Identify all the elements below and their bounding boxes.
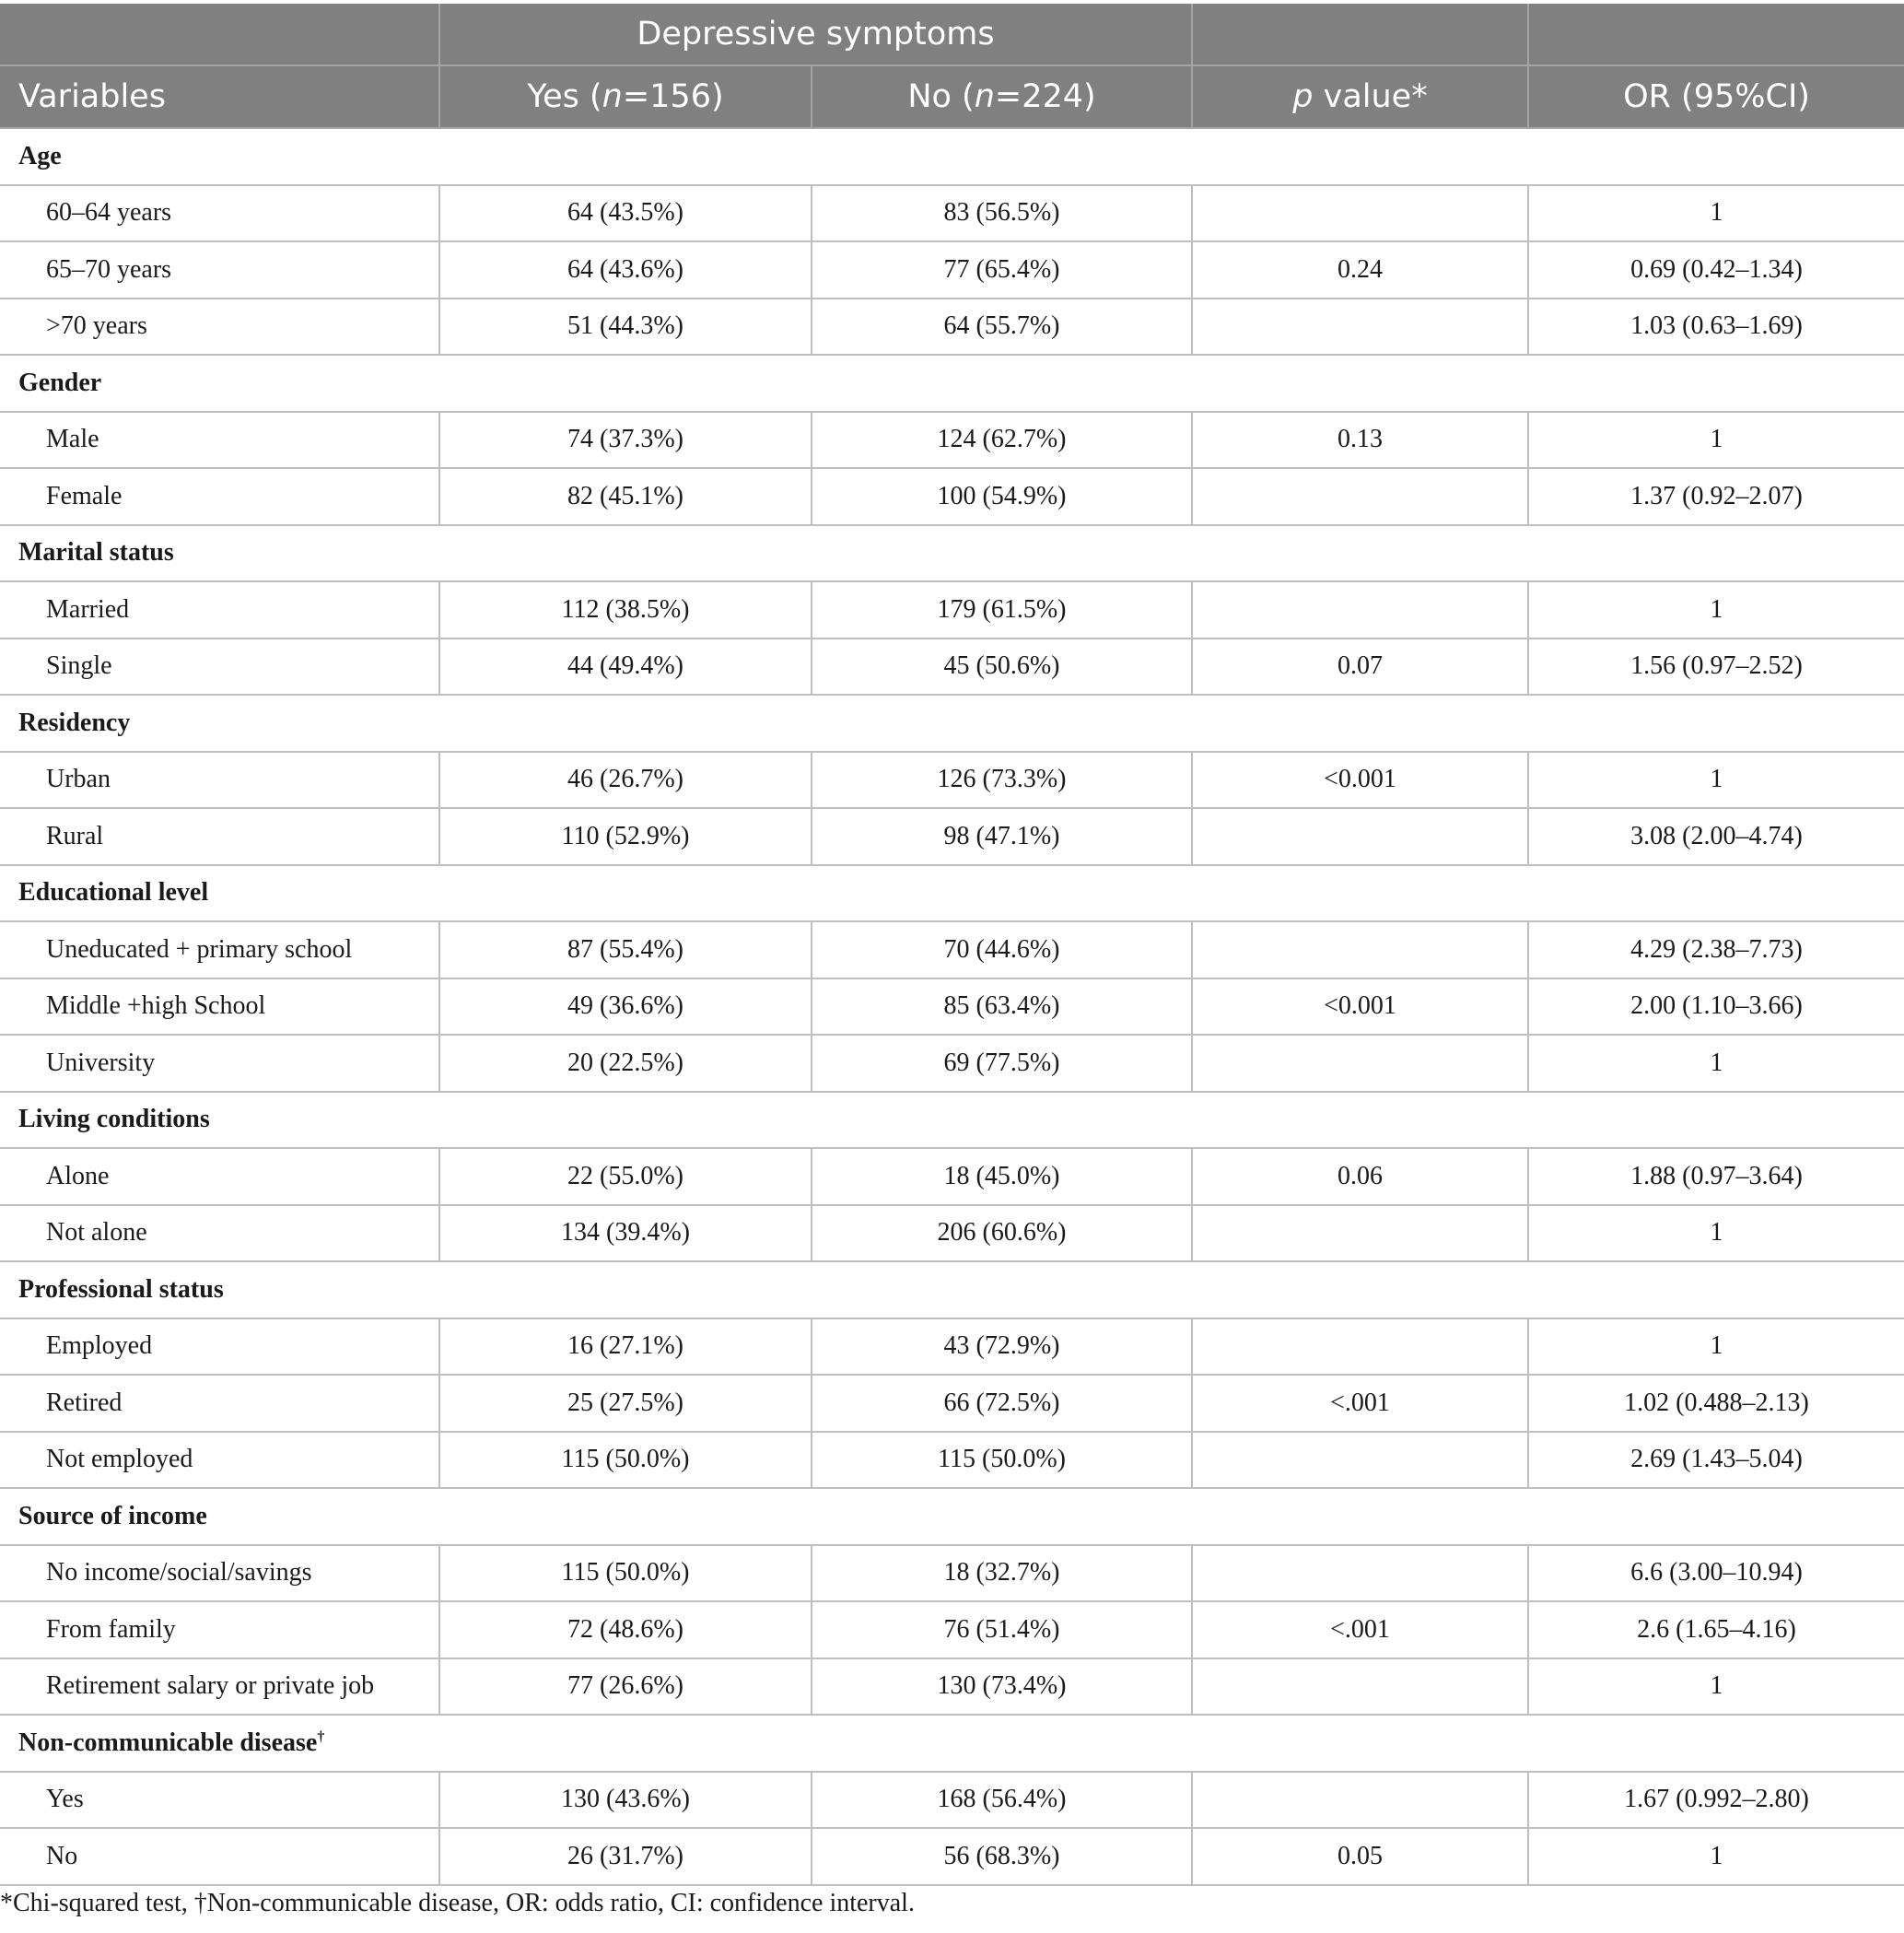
row-label: Male	[0, 412, 439, 469]
or-cell: 2.69 (1.43–5.04)	[1528, 1432, 1904, 1489]
group-label-text: Marital status	[18, 538, 174, 568]
header-yes-suffix: =156)	[622, 78, 724, 115]
group-label	[0, 128, 1904, 185]
or-cell: 1.37 (0.92–2.07)	[1528, 468, 1904, 525]
or-cell: 1.02 (0.488–2.13)	[1528, 1375, 1904, 1432]
header-row	[0, 65, 1904, 128]
header-blank	[1192, 4, 1528, 65]
or-cell: 1.67 (0.992–2.80)	[1528, 1772, 1904, 1829]
row-label: Uneducated + primary school	[0, 921, 439, 978]
yes-cell: 130 (43.6%)	[439, 1772, 812, 1829]
p-value-cell	[1192, 1432, 1528, 1489]
header-depressive-symptoms: Depressive symptoms	[439, 4, 1192, 65]
header-blank	[1528, 4, 1904, 65]
no-cell: 64 (55.7%)	[812, 299, 1192, 356]
p-value-cell: <.001	[1192, 1375, 1528, 1432]
table-row	[0, 1205, 1904, 1262]
row-label: No income/social/savings	[0, 1545, 439, 1602]
table-row	[0, 1432, 1904, 1489]
no-cell: 43 (72.9%)	[812, 1318, 1192, 1376]
p-value-cell: <0.001	[1192, 978, 1528, 1036]
table-row	[0, 1601, 1904, 1658]
p-value-cell	[1192, 185, 1528, 242]
header-no-suffix: =224)	[994, 78, 1096, 115]
yes-cell: 25 (27.5%)	[439, 1375, 812, 1432]
no-cell: 18 (45.0%)	[812, 1148, 1192, 1205]
or-cell: 1	[1528, 1658, 1904, 1716]
yes-cell: 64 (43.5%)	[439, 185, 812, 242]
header-no-prefix: No (	[907, 78, 975, 115]
no-cell: 18 (32.7%)	[812, 1545, 1192, 1602]
group-label-text: Non-communicable disease	[18, 1728, 318, 1757]
header-yes	[439, 65, 812, 128]
or-cell: 0.69 (0.42–1.34)	[1528, 241, 1904, 299]
or-cell: 2.6 (1.65–4.16)	[1528, 1601, 1904, 1658]
row-label: Married	[0, 581, 439, 638]
row-label: Alone	[0, 1148, 439, 1205]
row-label: Urban	[0, 752, 439, 809]
header-no	[812, 65, 1192, 128]
row-label: Not employed	[0, 1432, 439, 1489]
table-row	[0, 1148, 1904, 1205]
or-cell: 3.08 (2.00–4.74)	[1528, 808, 1904, 865]
table-body	[0, 128, 1904, 1885]
table-row	[0, 299, 1904, 356]
no-cell: 77 (65.4%)	[812, 241, 1192, 299]
row-label: Middle +high School	[0, 978, 439, 1036]
p-value-cell	[1192, 1318, 1528, 1376]
row-label: Retired	[0, 1375, 439, 1432]
table-row	[0, 1545, 1904, 1602]
or-cell: 1.56 (0.97–2.52)	[1528, 638, 1904, 696]
group-row	[0, 865, 1904, 922]
row-label: Female	[0, 468, 439, 525]
yes-cell: 20 (22.5%)	[439, 1035, 812, 1092]
group-label-text: Age	[18, 141, 62, 170]
no-cell: 69 (77.5%)	[812, 1035, 1192, 1092]
table-row	[0, 1375, 1904, 1432]
yes-cell: 44 (49.4%)	[439, 638, 812, 696]
yes-cell: 82 (45.1%)	[439, 468, 812, 525]
or-cell: 6.6 (3.00–10.94)	[1528, 1545, 1904, 1602]
yes-cell: 110 (52.9%)	[439, 808, 812, 865]
row-label: 60–64 years	[0, 185, 439, 242]
header-p-value	[1192, 65, 1528, 128]
row-label: >70 years	[0, 299, 439, 356]
p-value-cell: <0.001	[1192, 752, 1528, 809]
yes-cell: 112 (38.5%)	[439, 581, 812, 638]
row-label: Yes	[0, 1772, 439, 1829]
header-yes-n: n	[602, 78, 623, 115]
header-blank	[0, 4, 439, 65]
no-cell: 124 (62.7%)	[812, 412, 1192, 469]
row-label: Rural	[0, 808, 439, 865]
table-row	[0, 1658, 1904, 1716]
yes-cell: 22 (55.0%)	[439, 1148, 812, 1205]
table-row	[0, 808, 1904, 865]
yes-cell: 74 (37.3%)	[439, 412, 812, 469]
table-row	[0, 1318, 1904, 1376]
or-cell: 1	[1528, 1318, 1904, 1376]
row-label: 65–70 years	[0, 241, 439, 299]
p-value-cell: 0.13	[1192, 412, 1528, 469]
no-cell: 98 (47.1%)	[812, 808, 1192, 865]
group-row	[0, 1092, 1904, 1149]
or-cell: 1	[1528, 1205, 1904, 1262]
table-row	[0, 1035, 1904, 1092]
row-label: University	[0, 1035, 439, 1092]
p-value-cell	[1192, 1545, 1528, 1602]
no-cell: 100 (54.9%)	[812, 468, 1192, 525]
header-yes-prefix: Yes (	[527, 78, 602, 115]
table-row	[0, 1828, 1904, 1885]
yes-cell: 87 (55.4%)	[439, 921, 812, 978]
table-row	[0, 581, 1904, 638]
group-label	[0, 1488, 1904, 1545]
yes-cell: 51 (44.3%)	[439, 299, 812, 356]
p-value-cell	[1192, 1035, 1528, 1092]
group-row	[0, 1488, 1904, 1545]
group-row	[0, 128, 1904, 185]
or-cell: 1	[1528, 185, 1904, 242]
header-or: OR (95%CI)	[1528, 65, 1904, 128]
group-row	[0, 695, 1904, 752]
footnote: *Chi-squared test, †Non-communicable disease, OR: odds ratio, CI: confidence interval.	[0, 1889, 915, 1917]
header-no-n: n	[974, 78, 995, 115]
table-row	[0, 1772, 1904, 1829]
table-row	[0, 978, 1904, 1036]
or-cell: 4.29 (2.38–7.73)	[1528, 921, 1904, 978]
no-cell: 130 (73.4%)	[812, 1658, 1192, 1716]
group-label-text: Professional status	[18, 1274, 224, 1304]
yes-cell: 115 (50.0%)	[439, 1545, 812, 1602]
group-label-text: Residency	[18, 708, 131, 737]
or-cell: 1	[1528, 752, 1904, 809]
table-row	[0, 412, 1904, 469]
or-cell: 1	[1528, 581, 1904, 638]
table-row	[0, 241, 1904, 299]
group-label	[0, 1715, 1904, 1772]
or-cell: 1	[1528, 1828, 1904, 1885]
group-label	[0, 1261, 1904, 1318]
no-cell: 179 (61.5%)	[812, 581, 1192, 638]
group-label-sup: †	[317, 1728, 325, 1745]
no-cell: 83 (56.5%)	[812, 185, 1192, 242]
table-row	[0, 638, 1904, 696]
no-cell: 168 (56.4%)	[812, 1772, 1192, 1829]
p-value-cell	[1192, 468, 1528, 525]
header-p-suffix: value*	[1313, 78, 1428, 115]
p-value-cell	[1192, 808, 1528, 865]
group-label	[0, 355, 1904, 412]
group-label	[0, 1092, 1904, 1149]
no-cell: 66 (72.5%)	[812, 1375, 1192, 1432]
no-cell: 126 (73.3%)	[812, 752, 1192, 809]
no-cell: 56 (68.3%)	[812, 1828, 1192, 1885]
no-cell: 85 (63.4%)	[812, 978, 1192, 1036]
group-label	[0, 525, 1904, 582]
row-label: Employed	[0, 1318, 439, 1376]
group-row	[0, 1715, 1904, 1772]
yes-cell: 16 (27.1%)	[439, 1318, 812, 1376]
no-cell: 45 (50.6%)	[812, 638, 1192, 696]
p-value-cell: <.001	[1192, 1601, 1528, 1658]
group-label-text: Living conditions	[18, 1105, 210, 1134]
p-value-cell	[1192, 581, 1528, 638]
group-row	[0, 355, 1904, 412]
p-value-cell	[1192, 299, 1528, 356]
or-cell: 1.03 (0.63–1.69)	[1528, 299, 1904, 356]
p-value-cell: 0.07	[1192, 638, 1528, 696]
row-label: Single	[0, 638, 439, 696]
yes-cell: 64 (43.6%)	[439, 241, 812, 299]
yes-cell: 49 (36.6%)	[439, 978, 812, 1036]
p-value-cell	[1192, 1658, 1528, 1716]
header-row-top	[0, 4, 1904, 65]
yes-cell: 77 (26.6%)	[439, 1658, 812, 1716]
data-table	[0, 4, 1904, 1886]
yes-cell: 115 (50.0%)	[439, 1432, 812, 1489]
or-cell: 1	[1528, 412, 1904, 469]
header-p-italic: p	[1292, 78, 1314, 115]
group-label-text: Educational level	[18, 878, 209, 908]
table-row	[0, 752, 1904, 809]
row-label: From family	[0, 1601, 439, 1658]
p-value-cell	[1192, 921, 1528, 978]
group-row	[0, 1261, 1904, 1318]
no-cell: 70 (44.6%)	[812, 921, 1192, 978]
or-cell: 1.88 (0.97–3.64)	[1528, 1148, 1904, 1205]
p-value-cell	[1192, 1772, 1528, 1829]
no-cell: 206 (60.6%)	[812, 1205, 1192, 1262]
group-label	[0, 865, 1904, 922]
row-label: Retirement salary or private job	[0, 1658, 439, 1716]
group-row	[0, 525, 1904, 582]
yes-cell: 46 (26.7%)	[439, 752, 812, 809]
no-cell: 76 (51.4%)	[812, 1601, 1192, 1658]
p-value-cell	[1192, 1205, 1528, 1262]
yes-cell: 72 (48.6%)	[439, 1601, 812, 1658]
p-value-cell: 0.05	[1192, 1828, 1528, 1885]
or-cell: 2.00 (1.10–3.66)	[1528, 978, 1904, 1036]
header-variables: Variables	[0, 65, 439, 128]
group-label	[0, 695, 1904, 752]
table-row	[0, 921, 1904, 978]
table-row	[0, 185, 1904, 242]
group-label-text: Gender	[18, 368, 102, 397]
yes-cell: 26 (31.7%)	[439, 1828, 812, 1885]
or-cell: 1	[1528, 1035, 1904, 1092]
row-label: Not alone	[0, 1205, 439, 1262]
p-value-cell: 0.24	[1192, 241, 1528, 299]
yes-cell: 134 (39.4%)	[439, 1205, 812, 1262]
table-row	[0, 468, 1904, 525]
row-label: No	[0, 1828, 439, 1885]
group-label-text: Source of income	[18, 1501, 207, 1530]
no-cell: 115 (50.0%)	[812, 1432, 1192, 1489]
p-value-cell: 0.06	[1192, 1148, 1528, 1205]
